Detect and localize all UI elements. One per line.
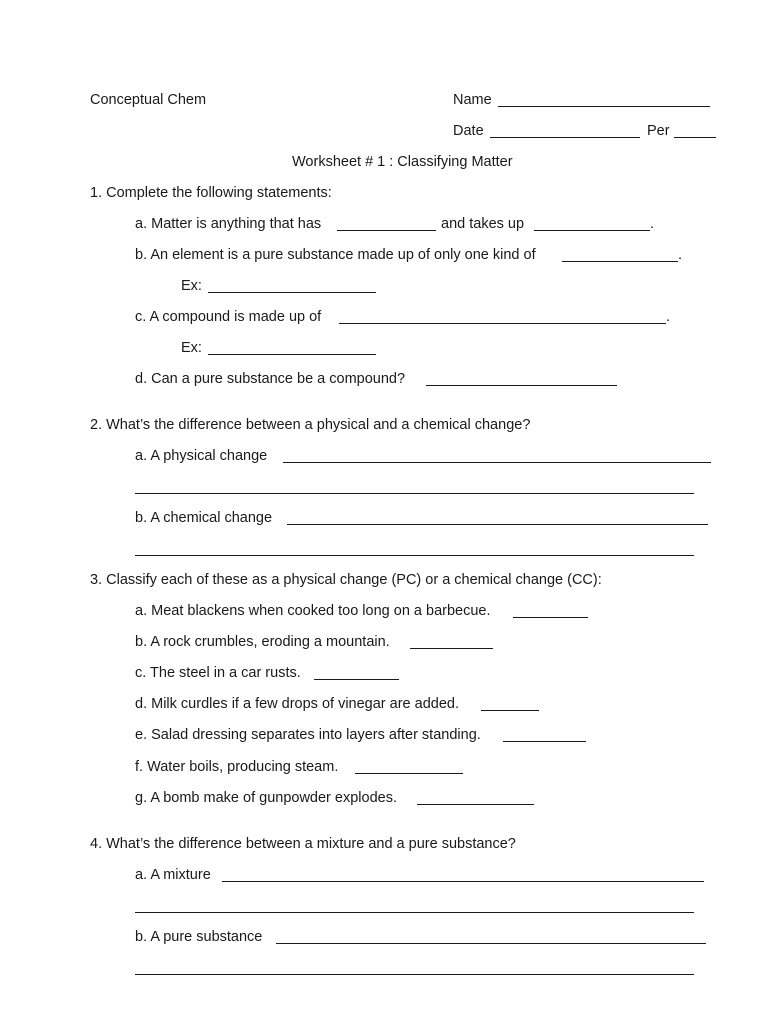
q1b-text: b. An element is a pure substance made up of only one kind of bbox=[135, 247, 536, 263]
date-blank[interactable] bbox=[490, 137, 640, 138]
q4b-text: b. A pure substance bbox=[135, 929, 263, 945]
q4a-blank-2[interactable] bbox=[135, 912, 694, 913]
q2a-blank-1[interactable] bbox=[283, 462, 711, 463]
q1c-text: c. A compound is made up of bbox=[135, 309, 322, 325]
period-label: Per bbox=[647, 123, 670, 139]
q2a-blank-2[interactable] bbox=[135, 493, 694, 494]
q3-prompt: 3. Classify each of these as a physical change (PC) or a chemical change (CC): bbox=[90, 572, 602, 588]
q3f-blank[interactable] bbox=[355, 773, 463, 774]
q3e-text: e. Salad dressing separates into layers after standing. bbox=[135, 727, 481, 743]
q1c-blank[interactable] bbox=[339, 323, 666, 324]
q4a-blank-1[interactable] bbox=[222, 881, 704, 882]
q3b-blank[interactable] bbox=[410, 648, 493, 649]
q1b-period: . bbox=[678, 247, 683, 263]
q2-prompt: 2. What’s the difference between a physical and a chemical change? bbox=[90, 417, 531, 433]
q3d-text: d. Milk curdles if a few drops of vinegar are added. bbox=[135, 696, 459, 712]
q1a-blank-2[interactable] bbox=[534, 230, 650, 231]
q3c-text: c. The steel in a car rusts. bbox=[135, 665, 301, 681]
q3e-blank[interactable] bbox=[503, 741, 586, 742]
q2b-blank-2[interactable] bbox=[135, 555, 694, 556]
q3d-blank[interactable] bbox=[481, 710, 539, 711]
q2a-text: a. A physical change bbox=[135, 448, 268, 464]
q1b-example-blank[interactable] bbox=[208, 292, 376, 293]
q1d-blank[interactable] bbox=[426, 385, 617, 386]
q4a-text: a. A mixture bbox=[135, 867, 211, 883]
q1-prompt: 1. Complete the following statements: bbox=[90, 185, 332, 201]
q1d-text: d. Can a pure substance be a compound? bbox=[135, 371, 406, 387]
q1c-period: . bbox=[666, 309, 671, 325]
q3a-text: a. Meat blackens when cooked too long on a barbecue. bbox=[135, 603, 491, 619]
worksheet-title: Worksheet # 1 : Classifying Matter bbox=[292, 154, 513, 170]
q1b-example-label: Ex: bbox=[181, 278, 202, 294]
q3b-text: b. A rock crumbles, eroding a mountain. bbox=[135, 634, 390, 650]
q2b-text: b. A chemical change bbox=[135, 510, 273, 526]
q4b-blank-1[interactable] bbox=[276, 943, 706, 944]
course-title: Conceptual Chem bbox=[90, 92, 207, 108]
q4-prompt: 4. What’s the difference between a mixture and a pure substance? bbox=[90, 836, 516, 852]
q3g-blank[interactable] bbox=[417, 804, 534, 805]
q1c-example-label: Ex: bbox=[181, 340, 202, 356]
q1a-period: . bbox=[650, 216, 655, 232]
q4b-blank-2[interactable] bbox=[135, 974, 694, 975]
q3f-text: f. Water boils, producing steam. bbox=[135, 759, 339, 775]
period-blank[interactable] bbox=[674, 137, 716, 138]
q3a-blank[interactable] bbox=[513, 617, 588, 618]
q1a-blank-1[interactable] bbox=[337, 230, 436, 231]
name-blank[interactable] bbox=[498, 106, 710, 107]
name-label: Name bbox=[453, 92, 492, 108]
q3c-blank[interactable] bbox=[314, 679, 399, 680]
q3g-text: g. A bomb make of gunpowder explodes. bbox=[135, 790, 397, 806]
q2b-blank-1[interactable] bbox=[287, 524, 708, 525]
q1a-mid-text: and takes up bbox=[441, 216, 525, 232]
date-label: Date bbox=[453, 123, 484, 139]
q1b-blank[interactable] bbox=[562, 261, 678, 262]
q1c-example-blank[interactable] bbox=[208, 354, 376, 355]
q1a-text: a. Matter is anything that has bbox=[135, 216, 322, 232]
